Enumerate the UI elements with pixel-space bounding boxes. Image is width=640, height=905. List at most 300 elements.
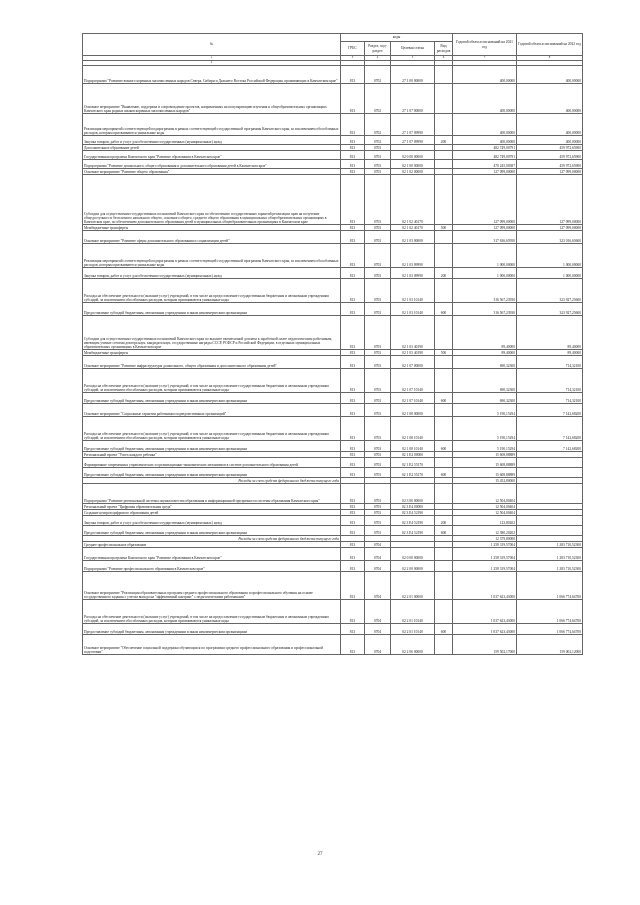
row-vr [435, 114, 453, 136]
row-value-2022: 89,40000 [517, 316, 583, 350]
row-razdel: 0703 [365, 169, 391, 175]
row-value-2022 [517, 526, 583, 536]
row-name: Подпрограмма "Развитие региональной системы оценки качества образования и информационной прозрачности системы образования Камчатского края" [83, 484, 341, 504]
row-value-2021: 89,40000 [453, 350, 517, 356]
row-value-2021: 690,32300 [453, 393, 517, 404]
row-razdel: 0703 [365, 231, 391, 244]
row-value-2022: 323 927,25600 [517, 303, 583, 316]
row-vr [435, 316, 453, 350]
row-name: Подпрограмма "Развитие дошкольного, общего образования и дополнительного образования детей в Камчатском крае" [83, 160, 341, 169]
row-value-2022: 127 099,00000 [517, 225, 583, 231]
row-value-2021: 400,00000 [453, 136, 517, 145]
index-cell: 3 [341, 56, 365, 61]
row-vr [435, 458, 453, 468]
row-csr: 02 1 03 10140 [391, 279, 435, 303]
row-name: Расходы за счет средств федерального бюджета текущего года [83, 536, 341, 542]
table-row [83, 458, 583, 468]
row-value-2022: 159 002,12000 [517, 635, 583, 655]
table-row [83, 572, 583, 600]
row-grbs: 813 [341, 561, 365, 572]
index-cell: 5 [391, 56, 435, 61]
row-value-2021: 1 258 319,57004 [453, 561, 517, 572]
header-codes: коды [341, 34, 453, 42]
row-value-2021: 1 258 319,57004 [453, 548, 517, 561]
row-csr: 27 1 07 00000 [391, 84, 435, 114]
row-grbs: 813 [341, 504, 365, 510]
row-razdel: 0703 [365, 175, 391, 225]
row-name: Предоставление субсидий бюджетным, автономным учреждениям и иным некоммерческим организациям [83, 624, 341, 635]
table-row [83, 635, 583, 655]
row-value-2022: 1 283 710,52300 [517, 542, 583, 548]
row-csr: 02 3 E4 52190 [391, 526, 435, 536]
table-row [83, 404, 583, 417]
row-razdel: 0703 [365, 504, 391, 510]
row-name: Межбюджетные трансферты [83, 350, 341, 356]
row-name: Предоставление субсидий бюджетным, автономным учреждениям и иным некоммерческим организациям [83, 393, 341, 404]
row-vr [435, 369, 453, 393]
row-value-2021: 12 504,00404 [453, 484, 517, 504]
row-name: Межбюджетные трансферты [83, 225, 341, 231]
row-name: Государственная программа Камчатского края "Развитие образования в Камчатском крае" [83, 548, 341, 561]
row-name: Основное мероприятие "Выявление, поддержка и сопровождение проектов, направленных на популяризацию изучения и общеобразовательных организациях Камчатского края родных языков коренных малочисленных народов" [83, 84, 341, 114]
row-razdel: 0703 [365, 145, 391, 151]
row-value-2021: 690,32300 [453, 369, 517, 393]
row-name: Закупка товаров, работ и услуг для обеспечения государственных (муниципальных) нужд [83, 136, 341, 145]
row-grbs: 813 [341, 542, 365, 548]
row-grbs: 813 [341, 404, 365, 417]
row-vr [435, 84, 453, 114]
row-csr: 02 3 E4 52190 [391, 516, 435, 526]
budget-body [83, 66, 583, 655]
row-grbs: 813 [341, 484, 365, 504]
row-value-2022: 127 099,00000 [517, 169, 583, 175]
row-grbs: 813 [341, 268, 365, 279]
row-value-2022: 400,00000 [517, 84, 583, 114]
row-vr [435, 279, 453, 303]
row-csr: 02 2 00 00000 [391, 561, 435, 572]
row-name: Подпрограмма "Развитие профессионального образования в Камчатском крае" [83, 561, 341, 572]
row-value-2021: 316 567,23930 [453, 303, 517, 316]
row-razdel: 0703 [365, 393, 391, 404]
row-grbs: 813 [341, 441, 365, 452]
row-value-2022: 7 142,68200 [517, 404, 583, 417]
header-grbs: ГРБС [341, 42, 365, 56]
table-row [83, 356, 583, 369]
row-value-2021: 89,40000 [453, 316, 517, 350]
row-vr: 600 [435, 624, 453, 635]
row-value-2021: 15 608,88889 [453, 452, 517, 458]
row-value-2021: 316 567,23930 [453, 279, 517, 303]
budget-page [82, 33, 582, 655]
row-value-2021: 15 608,88889 [453, 458, 517, 468]
row-value-2021: 400,00000 [453, 84, 517, 114]
row-razdel: 0703 [365, 303, 391, 316]
row-vr [435, 356, 453, 369]
page-number: 27 [317, 852, 323, 857]
row-csr: 02 3 E4 52190 [391, 510, 435, 516]
row-grbs: 813 [341, 66, 365, 84]
index-cell: 6 [435, 56, 453, 61]
row-name: Предоставление субсидий бюджетным, автономным учреждениям и иным некоммерческим организациям [83, 468, 341, 478]
row-razdel: 0703 [365, 225, 391, 231]
row-csr: 02 2 01 10140 [391, 600, 435, 624]
row-csr: 02 1 02 40170 [391, 175, 435, 225]
row-value-2021: 12 504,00404 [453, 510, 517, 516]
row-csr: 02 2 01 00000 [391, 572, 435, 600]
row-grbs: 813 [341, 231, 365, 244]
index-cell: 2 [83, 61, 341, 66]
row-razdel: 0704 [365, 635, 391, 655]
row-value-2022: 400,00000 [517, 114, 583, 136]
row-grbs: 813 [341, 350, 365, 356]
row-razdel: 0703 [365, 452, 391, 458]
table-row [83, 417, 583, 441]
row-csr: 02 1 08 10140 [391, 441, 435, 452]
row-value-2022: 1 066 774,64700 [517, 624, 583, 635]
row-name: Расходы на обеспечение деятельности (оказание услуг) учреждений, в том числе на предоставление государственным бюджетным и автономным учреждениям субсидий, за исключением обособленных расходов, которым присваиваются уникальные коды [83, 600, 341, 624]
row-grbs: 813 [341, 510, 365, 516]
row-razdel: 0703 [365, 350, 391, 356]
row-razdel: 0704 [365, 548, 391, 561]
header-vr: Вид расходов [435, 42, 453, 56]
row-razdel: 0702 [365, 114, 391, 136]
row-grbs: 813 [341, 600, 365, 624]
row-value-2022: 459 972,65900 [517, 160, 583, 169]
row-value-2022: 89,40000 [517, 350, 583, 356]
row-value-2021: 127 099,00000 [453, 169, 517, 175]
row-value-2021: 1 000,00000 [453, 244, 517, 268]
row-razdel: 0703 [365, 516, 391, 526]
row-csr: 02 1 03 10140 [391, 303, 435, 316]
row-vr [435, 151, 453, 160]
row-name: Дополнительное образование детей [83, 145, 341, 151]
row-grbs: 813 [341, 356, 365, 369]
row-value-2022 [517, 458, 583, 468]
row-value-2021: 5 190,15294 [453, 441, 517, 452]
row-value-2022: 400,00000 [517, 66, 583, 84]
row-razdel: 0703 [365, 268, 391, 279]
row-value-2022: 714,32100 [517, 369, 583, 393]
row-value-2021: 1 258 319,57004 [453, 542, 517, 548]
row-name: Предоставление субсидий бюджетным, автономным учреждениям и иным некоммерческим организациям [83, 441, 341, 452]
row-grbs: 813 [341, 526, 365, 536]
row-razdel: 0703 [365, 369, 391, 393]
table-row [83, 175, 583, 225]
row-name: Закупка товаров, работ и услуг для обеспечения государственных (муниципальных) нужд [83, 268, 341, 279]
row-value-2022: 7 142,68200 [517, 441, 583, 452]
row-csr: 27 1 00 00000 [391, 66, 435, 84]
table-row [83, 316, 583, 350]
row-vr [435, 417, 453, 441]
row-csr: 02 1 07 00000 [391, 356, 435, 369]
row-razdel: 0703 [365, 510, 391, 516]
row-grbs: 813 [341, 468, 365, 478]
row-value-2022: 1 066 774,64700 [517, 572, 583, 600]
row-vr [435, 66, 453, 84]
table-row [83, 303, 583, 316]
row-name: Формирование современных управленческих и организационно-экономических механизмов в системе дополнительного образования детей [83, 458, 341, 468]
row-name: Региональный проект "Цифровая образовательная среда" [83, 504, 341, 510]
row-value-2021: 15 608,88889 [453, 468, 517, 478]
header-year-2022: Годовой объем ассигнований на 2022 год [517, 34, 583, 56]
table-row [83, 160, 583, 169]
row-value-2021: 1 037 623,43000 [453, 572, 517, 600]
row-value-2022 [517, 468, 583, 478]
row-grbs: 813 [341, 175, 365, 225]
row-name: Расходы на обеспечение деятельности (оказание услуг) учреждений, в том числе на предоставление государственным бюджетным и автономным учреждениям субсидий, за исключением обособленных расходов, которым присваиваются уникальные коды [83, 369, 341, 393]
row-vr: 600 [435, 468, 453, 478]
row-grbs: 813 [341, 303, 365, 316]
row-name: Основное мероприятие "Развитие инфраструктуры дошкольного, общего образования и дополнительного образования детей" [83, 356, 341, 369]
table-row [83, 548, 583, 561]
row-value-2021: 127 099,00000 [453, 175, 517, 225]
row-razdel: 0704 [365, 561, 391, 572]
row-grbs: 813 [341, 279, 365, 303]
row-vr [435, 600, 453, 624]
row-name: Подпрограмма "Развитие южного коренных малочисленных народов Севера, Сибири и Дальнего Востока Российской Федерации, проживающих в Камчатском крае" [83, 66, 341, 84]
row-csr: 02 3 E4 00000 [391, 504, 435, 510]
row-razdel: 0703 [365, 404, 391, 417]
row-name: Создание центров цифрового образования детей [83, 510, 341, 516]
row-razdel: 0703 [365, 441, 391, 452]
row-name: Среднее профессиональное образование [83, 542, 341, 548]
row-name: Предоставление субсидий бюджетным, автономным учреждениям и иным некоммерческим организациям [83, 526, 341, 536]
row-value-2021: 1 037 623,43000 [453, 624, 517, 635]
row-razdel: 0702 [365, 84, 391, 114]
row-value-2021: 159 502,17000 [453, 635, 517, 655]
row-value-2021: 482 749,00791 [453, 145, 517, 151]
table-row [83, 369, 583, 393]
row-razdel: 0703 [365, 526, 391, 536]
row-grbs: 813 [341, 136, 365, 145]
table-row [83, 231, 583, 244]
row-razdel: 0704 [365, 542, 391, 548]
row-name: Основное мероприятие "Социальные гарантии работникам подведомственных организаций" [83, 404, 341, 417]
row-grbs: 813 [341, 114, 365, 136]
row-name: Предоставление субсидий бюджетным, автономным учреждениям и иным некоммерческим организациям [83, 303, 341, 316]
table-row [83, 516, 583, 526]
row-grbs: 813 [341, 169, 365, 175]
row-csr: 02 0 00 00000 [391, 151, 435, 160]
row-razdel: 0703 [365, 417, 391, 441]
row-value-2021: 470 245,00387 [453, 160, 517, 169]
row-name: Расходы за счет средств федерального бюджета текущего года [83, 478, 341, 484]
row-value-2022: 1 000,00000 [517, 244, 583, 268]
table-row [83, 268, 583, 279]
row-vr [435, 231, 453, 244]
table-row [83, 279, 583, 303]
budget-table [82, 33, 583, 655]
row-csr: 02 1 03 09990 [391, 244, 435, 268]
row-value-2021: 123,80202 [453, 516, 517, 526]
row-value-2022: 400,00000 [517, 136, 583, 145]
table-row [83, 561, 583, 572]
row-grbs: 813 [341, 151, 365, 160]
row-name: Закупка товаров, работ и услуг для обеспечения государственных (муниципальных) нужд [83, 516, 341, 526]
row-value-2021: 317 636,65950 [453, 231, 517, 244]
row-csr: 02 1 03 40190 [391, 350, 435, 356]
row-vr [435, 160, 453, 169]
row-grbs: 813 [341, 572, 365, 600]
row-razdel: 0703 [365, 468, 391, 478]
row-csr: 02 1 03 09990 [391, 268, 435, 279]
row-value-2021: 12 504,00404 [453, 504, 517, 510]
row-grbs: 813 [341, 225, 365, 231]
row-vr: 600 [435, 303, 453, 316]
table-row [83, 136, 583, 145]
row-grbs: 813 [341, 548, 365, 561]
row-value-2021: 127 099,00000 [453, 225, 517, 231]
index-cell: 1 [83, 56, 341, 61]
row-csr: 02 1 03 00000 [391, 231, 435, 244]
row-vr: 200 [435, 136, 453, 145]
row-value-2021: 5 190,15294 [453, 404, 517, 417]
row-value-2021: 12 380,20202 [453, 526, 517, 536]
row-razdel: 0703 [365, 316, 391, 350]
table-row [83, 151, 583, 160]
row-vr: 600 [435, 526, 453, 536]
row-grbs: 813 [341, 516, 365, 526]
index-cell: 8 [517, 56, 583, 61]
table-row [83, 468, 583, 478]
row-value-2021: 15 452,80000 [453, 478, 517, 484]
header-num: № [83, 34, 341, 56]
row-csr: 02 1 E2 55170 [391, 468, 435, 478]
row-value-2022: 323 927,25600 [517, 279, 583, 303]
row-value-2021: 690,32300 [453, 356, 517, 369]
row-grbs: 813 [341, 160, 365, 169]
row-csr: 02 1 07 10140 [391, 393, 435, 404]
row-vr: 500 [435, 350, 453, 356]
row-value-2021: 400,00000 [453, 114, 517, 136]
header-razdel: Раздел, под-раздел [365, 42, 391, 56]
row-name: Расходы на обеспечение деятельности (оказание услуг) учреждений, в том числе на предоставление государственным бюджетным и автономным учреждениям субсидий, за исключением обособленных расходов, которым присваиваются уникальные коды [83, 279, 341, 303]
row-value-2022: 714,32100 [517, 393, 583, 404]
row-value-2021: 5 190,15294 [453, 417, 517, 441]
table-row [83, 600, 583, 624]
row-csr: 02 1 00 00000 [391, 160, 435, 169]
row-csr: 02 1 E2 00000 [391, 452, 435, 458]
row-value-2022: 714,32100 [517, 356, 583, 369]
row-vr [435, 484, 453, 504]
row-razdel: 0703 [365, 458, 391, 468]
row-razdel: 0702 [365, 136, 391, 145]
row-value-2022: 323 016,65600 [517, 231, 583, 244]
table-row [83, 526, 583, 536]
row-csr: 27 1 07 09990 [391, 114, 435, 136]
row-csr: 27 1 07 09990 [391, 136, 435, 145]
row-csr: 02 1 08 10140 [391, 417, 435, 441]
row-name: Основное мероприятие "Развитие сферы дополнительного образования и социализации детей" [83, 231, 341, 244]
row-csr: 02 2 01 10140 [391, 624, 435, 635]
row-value-2022: 1 283 710,52300 [517, 548, 583, 561]
row-razdel: 0704 [365, 624, 391, 635]
row-name: Государственная программа Камчатского края "Развитие образования в Камчатском крае" [83, 151, 341, 160]
row-csr: 02 1 E2 55170 [391, 458, 435, 468]
row-razdel: 0703 [365, 356, 391, 369]
row-grbs: 813 [341, 369, 365, 393]
table-row [83, 484, 583, 504]
row-name: Расходы на обеспечение деятельности (оказание услуг) учреждений, в том числе на предоставление государственным бюджетным и автономным учреждениям субсидий, за исключением обособленных расходов, которым присваиваются уникальные коды [83, 417, 341, 441]
row-vr [435, 635, 453, 655]
row-value-2021: 1 000,00000 [453, 268, 517, 279]
row-value-2021: 12 379,80000 [453, 536, 517, 542]
row-vr [435, 175, 453, 225]
row-vr: 200 [435, 516, 453, 526]
row-value-2021: 482 749,00791 [453, 151, 517, 160]
row-csr: 02 1 08 00000 [391, 404, 435, 417]
row-razdel: 0703 [365, 160, 391, 169]
row-grbs: 813 [341, 316, 365, 350]
row-name: Реализация мероприятий соответствующей подпрограммы в рамках соответствующей государственной программы Камчатского края, за исключением обособленных расходов, которым присваиваются уникальные коды [83, 244, 341, 268]
row-value-2022: 459 972,65900 [517, 151, 583, 160]
row-vr [435, 561, 453, 572]
table-row [83, 66, 583, 84]
row-vr: 500 [435, 225, 453, 231]
row-vr [435, 572, 453, 600]
table-row [83, 114, 583, 136]
row-razdel: 0703 [365, 151, 391, 160]
row-razdel: 0704 [365, 600, 391, 624]
table-row [83, 244, 583, 268]
table-row [83, 84, 583, 114]
row-csr: 02 2 06 00000 [391, 635, 435, 655]
row-vr [435, 244, 453, 268]
row-razdel: 0703 [365, 279, 391, 303]
index-cell: 4 [365, 56, 391, 61]
index-cell: 7 [453, 56, 517, 61]
row-csr: 02 1 02 40170 [391, 225, 435, 231]
row-value-2022 [517, 516, 583, 526]
row-name: Субсидии для осуществления государственных полномочий Камчатского края по выплате ежемесячной доплаты к заработной плате педагогическим работникам, имеющим ученые степени доктора наук, кандидата наук, государственные награды СССР, РСФСР и Российской Федерации, в отдельных муниципальных образовательных организациях в Камчатском крае [83, 316, 341, 350]
row-vr: 200 [435, 268, 453, 279]
row-name: Основное мероприятие "Реализация образовательных программ среднего профессионального образования и профессионального обучения на основе государственного задания с учетом выхода на "эффективный контракт" с педагогическими работниками" [83, 572, 341, 600]
row-vr [435, 404, 453, 417]
row-value-2022 [517, 484, 583, 504]
row-csr: 02 3 00 00000 [391, 484, 435, 504]
table-row [83, 624, 583, 635]
row-vr: 600 [435, 393, 453, 404]
row-csr: 02 1 07 10140 [391, 369, 435, 393]
row-vr: 600 [435, 441, 453, 452]
row-value-2022: 1 066 774,64700 [517, 600, 583, 624]
row-grbs: 813 [341, 145, 365, 151]
row-razdel: 0703 [365, 484, 391, 504]
row-name: Субсидии для осуществления государственных полномочий Камчатского края по обеспечению государственных гарантий реализации прав на получение общедоступного и бесплатного начального общего, основного общего, среднего общего образования в муниципальных общеобразовательных организациях в Камчатском крае, по обеспечению дополнительного образования детей в муниципальных общеобразовательных организациях в Камчатском крае [83, 175, 341, 225]
header-csr: Целевая статья [391, 42, 435, 56]
row-grbs: 813 [341, 624, 365, 635]
row-name: Основное мероприятие "Развитие общего образования" [83, 169, 341, 175]
table-row [83, 441, 583, 452]
row-vr [435, 548, 453, 561]
row-value-2022: 7 142,68200 [517, 417, 583, 441]
table-row [83, 393, 583, 404]
row-csr: 02 1 02 00000 [391, 169, 435, 175]
row-name: Региональный проект "Успех каждого ребенка" [83, 452, 341, 458]
row-grbs: 813 [341, 84, 365, 114]
row-value-2022: 127 099,00000 [517, 175, 583, 225]
row-razdel: 0702 [365, 66, 391, 84]
row-value-2022: 1 000,00000 [517, 268, 583, 279]
row-razdel: 0703 [365, 244, 391, 268]
row-razdel: 0704 [365, 572, 391, 600]
row-grbs: 813 [341, 393, 365, 404]
row-name: Основное мероприятие "Обеспечение социальной поддержки обучающихся по программам среднего профессионального образования и профессиональной подготовки" [83, 635, 341, 655]
row-value-2021: 400,00000 [453, 66, 517, 84]
row-value-2022: 459 972,65900 [517, 145, 583, 151]
row-grbs: 813 [341, 458, 365, 468]
row-csr: 02 0 00 00000 [391, 548, 435, 561]
